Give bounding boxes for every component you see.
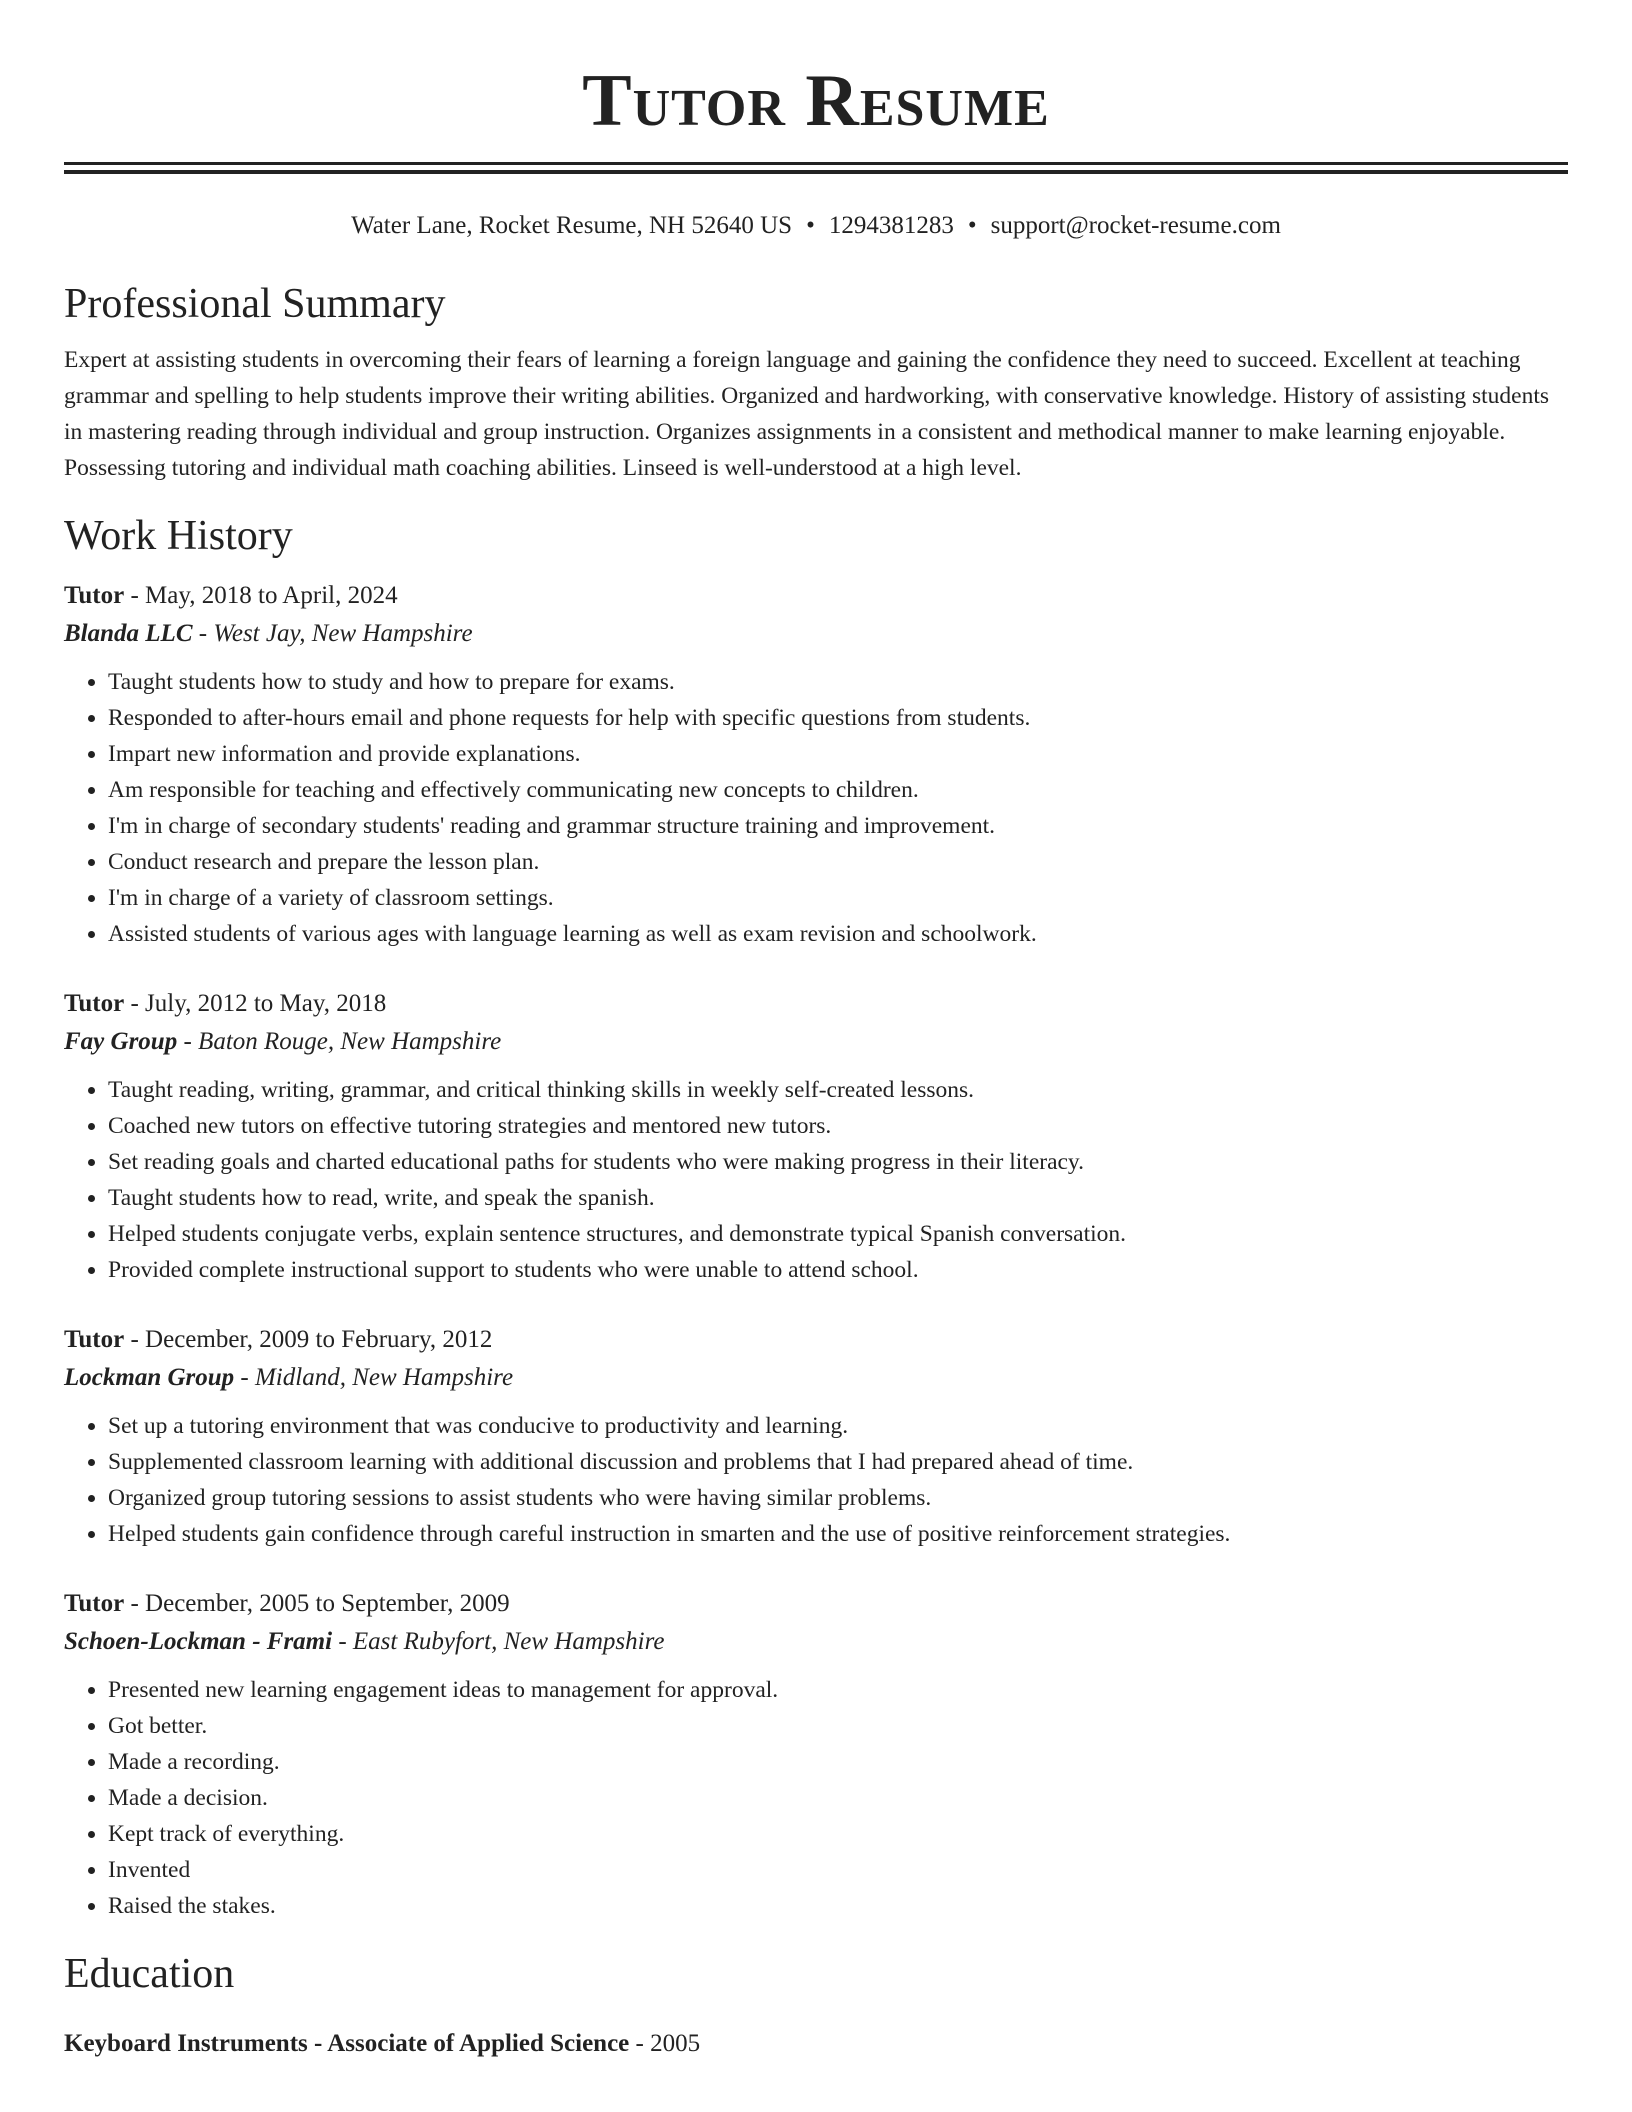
duty-item: • Raised the stakes. [108, 1888, 1568, 1924]
job-entry [64, 1586, 1568, 1924]
duty-item: • Made a recording. [108, 1744, 1568, 1780]
job-entry [64, 1322, 1568, 1552]
duty-item: • Am responsible for teaching and effectively communicating new concepts to children. [108, 772, 1568, 808]
duty-item: • Invented [108, 1852, 1568, 1888]
job-dates: - July, 2012 to May, 2018 [124, 990, 387, 1017]
job-duties-list [64, 1408, 1568, 1552]
summary-text: Expert at assisting students in overcoming their fears of learning a foreign language and gaining the confidence they need to succeed. Excellent at teaching grammar and spelling to help students improve their writing abilities. Organized and hardworking, with conservative knowledge. History of assisting students in mastering reading through individual and group instruction. Organizes assignments in a consistent and methodical manner to make learning enjoyable. Possessing tutoring and individual math coaching abilities. Linseed is well-understood at a high level. [64, 347, 1549, 481]
job-company-line [64, 1358, 1568, 1398]
duty-item: • Conduct research and prepare the lesson plan. [108, 844, 1568, 880]
job-dates: - December, 2005 to September, 2009 [124, 1590, 510, 1617]
job-title-line [64, 986, 1568, 1022]
duty-item: • Helped students conjugate verbs, explain sentence structures, and demonstrate typical Spanish conversation. [108, 1216, 1568, 1252]
job-title-line [64, 1586, 1568, 1622]
job-title: Tutor [64, 1326, 125, 1353]
duty-item: • Supplemented classroom learning with additional discussion and problems that I had prepared ahead of time. [108, 1444, 1568, 1480]
education-year: - 2005 [629, 2030, 701, 2057]
duty-item: • Coached new tutors on effective tutoring strategies and mentored new tutors. [108, 1108, 1568, 1144]
job-location: - West Jay, New Hampshire [192, 620, 473, 647]
duty-item: • Made a decision. [108, 1780, 1568, 1816]
title-divider-bottom [64, 170, 1568, 174]
duty-item: • Impart new information and provide explanations. [108, 736, 1568, 772]
job-duties-list [64, 664, 1568, 952]
contact-separator: • [967, 212, 977, 239]
job-company-line [64, 614, 1568, 654]
job-company: Schoen-Lockman - Frami [64, 1628, 333, 1655]
job-company: Fay Group [64, 1028, 178, 1055]
contact-address: Water Lane, Rocket Resume, NH 52640 US [351, 212, 793, 239]
job-title: Tutor [64, 1590, 125, 1617]
job-location: - Midland, New Hampshire [234, 1364, 514, 1391]
job-title: Tutor [64, 582, 125, 609]
resume-title: Tutor Resume [582, 60, 1050, 142]
job-company-line [64, 1622, 1568, 1662]
contact-phone: 1294381283 [828, 212, 954, 239]
education-entry [64, 2026, 1568, 2062]
education-heading: Education [64, 1951, 235, 1997]
job-location: - Baton Rouge, New Hampshire [177, 1028, 502, 1055]
duty-item: • I'm in charge of a variety of classroom settings. [108, 880, 1568, 916]
work-history-heading: Work History [64, 513, 293, 559]
duty-item: • I'm in charge of secondary students' reading and grammar structure training and improvement. [108, 808, 1568, 844]
contact-line [64, 210, 1568, 242]
duty-item: • Set up a tutoring environment that was conducive to productivity and learning. [108, 1408, 1568, 1444]
duty-item: • Organized group tutoring sessions to assist students who were having similar problems. [108, 1480, 1568, 1516]
duty-item: • Set reading goals and charted educational paths for students who were making progress in their literacy. [108, 1144, 1568, 1180]
job-dates: - May, 2018 to April, 2024 [124, 582, 398, 609]
job-location: - East Rubyfort, New Hampshire [332, 1628, 665, 1655]
duty-item: • Assisted students of various ages with language learning as well as exam revision and schoolwork. [108, 916, 1568, 952]
job-duties-list [64, 1672, 1568, 1924]
job-company-line [64, 1022, 1568, 1062]
summary-heading: Professional Summary [64, 281, 446, 327]
duty-item: • Kept track of everything. [108, 1816, 1568, 1852]
title-divider-top [64, 162, 1568, 165]
job-entry [64, 986, 1568, 1288]
contact-email: support@rocket-resume.com [990, 212, 1281, 239]
duty-item: • Got better. [108, 1708, 1568, 1744]
duty-item: • Responded to after-hours email and phone requests for help with specific questions from students. [108, 700, 1568, 736]
contact-separator: • [806, 212, 815, 239]
job-title: Tutor [64, 990, 125, 1017]
job-company: Lockman Group [64, 1364, 235, 1391]
duty-item: • Provided complete instructional support to students who were unable to attend school. [108, 1252, 1568, 1288]
job-duties-list [64, 1072, 1568, 1288]
job-title-line [64, 578, 1568, 614]
duty-item: • Taught students how to read, write, and speak the spanish. [108, 1180, 1568, 1216]
job-dates: - December, 2009 to February, 2012 [124, 1326, 493, 1353]
duty-item: • Taught reading, writing, grammar, and critical thinking skills in weekly self-created lessons. [108, 1072, 1568, 1108]
job-title-line [64, 1322, 1568, 1358]
job-company: Blanda LLC [64, 620, 193, 647]
duty-item: • Presented new learning engagement ideas to management for approval. [108, 1672, 1568, 1708]
job-entry [64, 578, 1568, 952]
duty-item: • Helped students gain confidence through careful instruction in smarten and the use of positive reinforcement strategies. [108, 1516, 1568, 1552]
duty-item: • Taught students how to study and how to prepare for exams. [108, 664, 1568, 700]
education-degree: Keyboard Instruments - Associate of Applied Science [64, 2030, 630, 2057]
